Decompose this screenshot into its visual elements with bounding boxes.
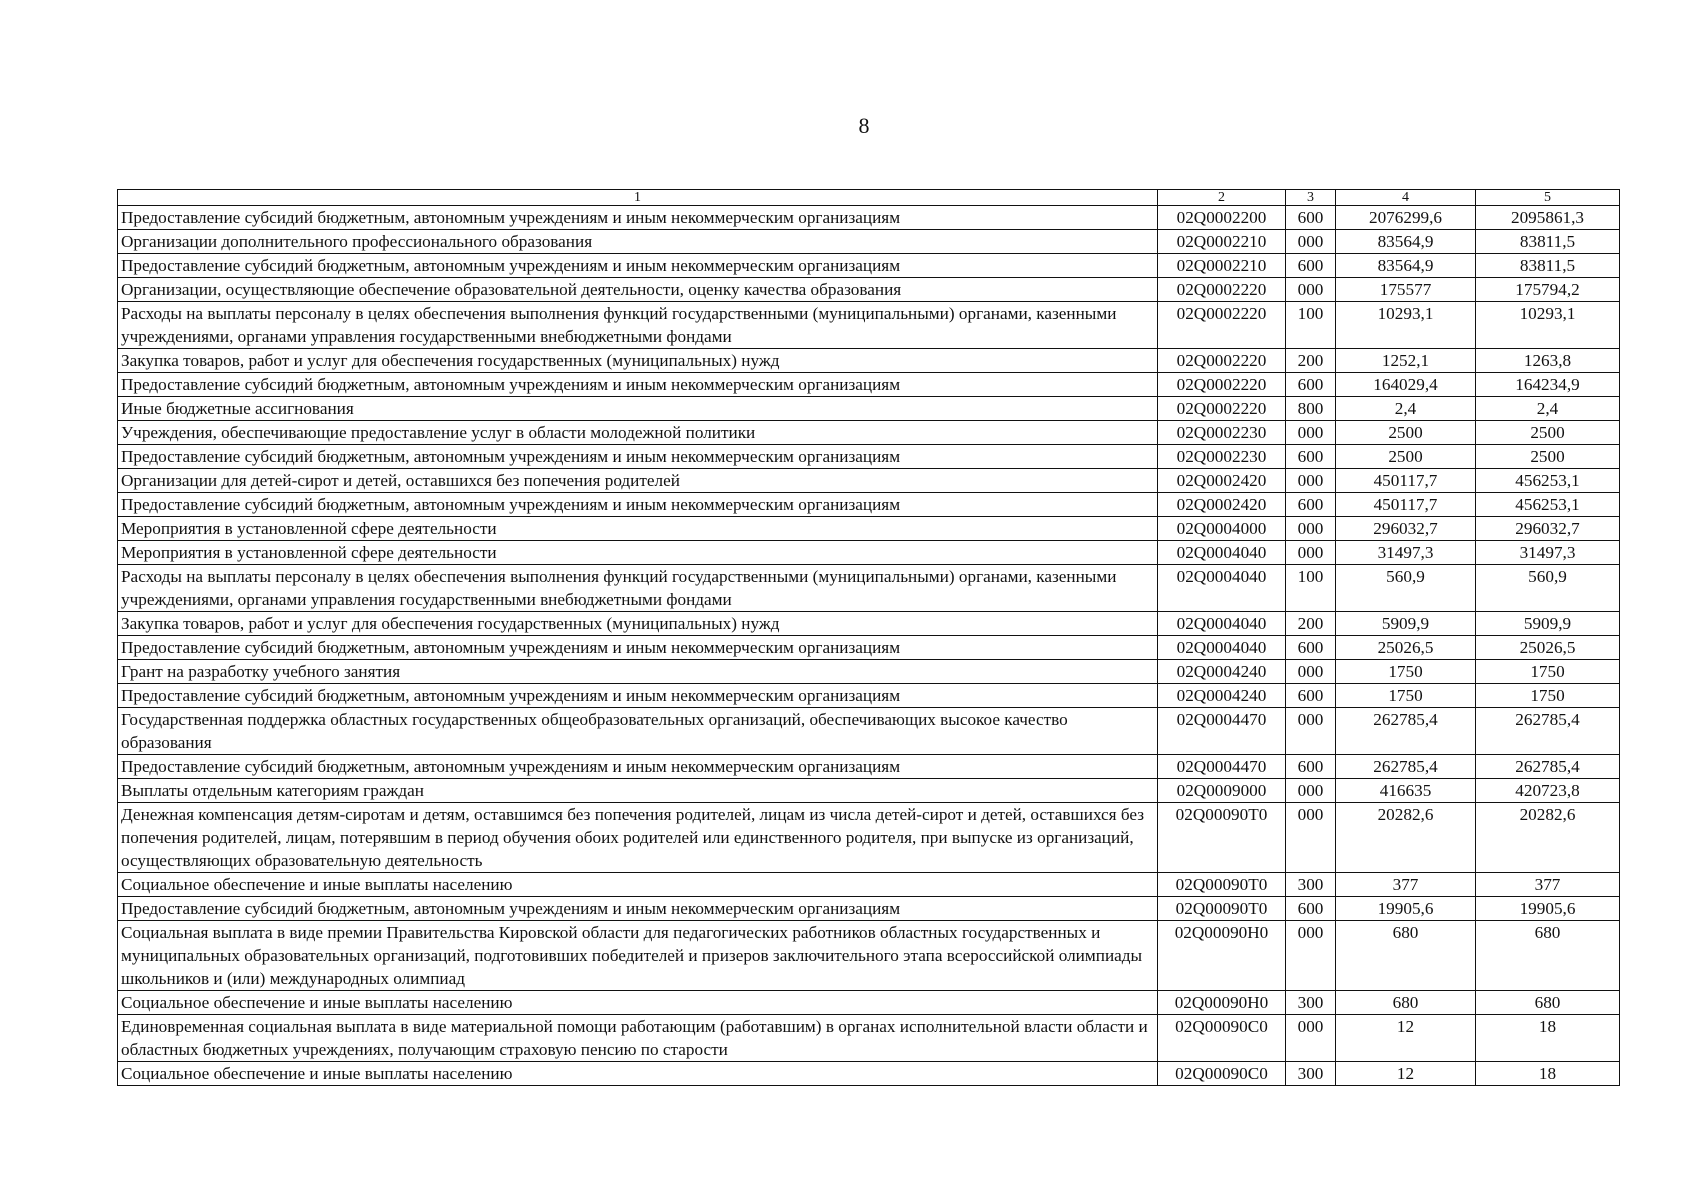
- row-expense-type: 600: [1286, 445, 1336, 469]
- row-description: Выплаты отдельным категориям граждан: [118, 779, 1158, 803]
- row-classification-code: 02Q0002210: [1158, 230, 1286, 254]
- row-amount-col4: 2500: [1336, 445, 1476, 469]
- row-expense-type: 300: [1286, 873, 1336, 897]
- row-expense-type: 000: [1286, 1015, 1336, 1062]
- row-expense-type: 000: [1286, 230, 1336, 254]
- row-amount-col5: 31497,3: [1476, 541, 1620, 565]
- row-expense-type: 600: [1286, 254, 1336, 278]
- page-number: 8: [858, 113, 870, 138]
- row-description: Расходы на выплаты персоналу в целях обеспечения выполнения функций государственными (муниципальными) органами, казенными учреждениями, органами управления государственными внебюджетными фондами: [118, 302, 1158, 349]
- table-row: [118, 397, 1620, 421]
- row-expense-type: 200: [1286, 349, 1336, 373]
- row-description: Социальное обеспечение и иные выплаты населению: [118, 873, 1158, 897]
- row-expense-type: 000: [1286, 779, 1336, 803]
- row-classification-code: 02Q0009000: [1158, 779, 1286, 803]
- row-description: Организации для детей-сирот и детей, оставшихся без попечения родителей: [118, 469, 1158, 493]
- row-description: Закупка товаров, работ и услуг для обеспечения государственных (муниципальных) нужд: [118, 612, 1158, 636]
- row-description: Предоставление субсидий бюджетным, автономным учреждениям и иным некоммерческим организациям: [118, 493, 1158, 517]
- row-expense-type: 000: [1286, 469, 1336, 493]
- row-classification-code: 02Q0004040: [1158, 636, 1286, 660]
- row-description: Предоставление субсидий бюджетным, автономным учреждениям и иным некоммерческим организациям: [118, 636, 1158, 660]
- row-description: Предоставление субсидий бюджетным, автономным учреждениям и иным некоммерческим организациям: [118, 206, 1158, 230]
- row-amount-col4: 5909,9: [1336, 612, 1476, 636]
- column-header: 5: [1476, 190, 1620, 206]
- row-description: Мероприятия в установленной сфере деятельности: [118, 541, 1158, 565]
- row-expense-type: 000: [1286, 660, 1336, 684]
- row-classification-code: 02Q0004000: [1158, 517, 1286, 541]
- table-row: [118, 469, 1620, 493]
- column-header: 1: [118, 190, 1158, 206]
- row-classification-code: 02Q0002420: [1158, 493, 1286, 517]
- column-header: 4: [1336, 190, 1476, 206]
- table-row: [118, 660, 1620, 684]
- row-classification-code: 02Q00090С0: [1158, 1015, 1286, 1062]
- row-amount-col5: 560,9: [1476, 565, 1620, 612]
- row-expense-type: 600: [1286, 636, 1336, 660]
- row-classification-code: 02Q0002220: [1158, 302, 1286, 349]
- row-amount-col4: 2500: [1336, 421, 1476, 445]
- table-row: [118, 373, 1620, 397]
- row-expense-type: 100: [1286, 565, 1336, 612]
- row-amount-col4: 175577: [1336, 278, 1476, 302]
- row-amount-col4: 377: [1336, 873, 1476, 897]
- row-expense-type: 600: [1286, 493, 1336, 517]
- table-row: [118, 991, 1620, 1015]
- row-classification-code: 02Q0004240: [1158, 684, 1286, 708]
- row-amount-col4: 1750: [1336, 684, 1476, 708]
- row-classification-code: 02Q0004040: [1158, 565, 1286, 612]
- row-classification-code: 02Q0002220: [1158, 373, 1286, 397]
- row-amount-col4: 680: [1336, 991, 1476, 1015]
- row-expense-type: 600: [1286, 684, 1336, 708]
- row-classification-code: 02Q0002210: [1158, 254, 1286, 278]
- row-amount-col5: 2500: [1476, 421, 1620, 445]
- row-amount-col5: 25026,5: [1476, 636, 1620, 660]
- table-row: [118, 1015, 1620, 1062]
- row-description: Расходы на выплаты персоналу в целях обеспечения выполнения функций государственными (муниципальными) органами, казенными учреждениями, органами управления государственными внебюджетными фондами: [118, 565, 1158, 612]
- row-amount-col4: 83564,9: [1336, 230, 1476, 254]
- row-amount-col5: 680: [1476, 991, 1620, 1015]
- row-expense-type: 200: [1286, 612, 1336, 636]
- row-expense-type: 000: [1286, 517, 1336, 541]
- table-row: [118, 493, 1620, 517]
- row-amount-col5: 262785,4: [1476, 708, 1620, 755]
- row-expense-type: 000: [1286, 708, 1336, 755]
- table-row: [118, 803, 1620, 873]
- row-amount-col4: 12: [1336, 1015, 1476, 1062]
- row-classification-code: 02Q00090С0: [1158, 1062, 1286, 1086]
- table-row: [118, 636, 1620, 660]
- row-classification-code: 02Q00090Н0: [1158, 991, 1286, 1015]
- table-row: [118, 421, 1620, 445]
- row-amount-col4: 2076299,6: [1336, 206, 1476, 230]
- table-row: [118, 517, 1620, 541]
- row-classification-code: 02Q0002220: [1158, 397, 1286, 421]
- budget-table: [117, 189, 1620, 1086]
- row-description: Организации, осуществляющие обеспечение образовательной деятельности, оценку качества образования: [118, 278, 1158, 302]
- row-classification-code: 02Q0002220: [1158, 349, 1286, 373]
- table-row: [118, 254, 1620, 278]
- row-description: Социальная выплата в виде премии Правительства Кировской области для педагогических работников областных государственных и муниципальных образовательных организаций, подготовивших победителей и призеров заключительного этапа всероссийской олимпиады школьников и (или) международных олимпиад: [118, 921, 1158, 991]
- row-amount-col4: 10293,1: [1336, 302, 1476, 349]
- row-description: Единовременная социальная выплата в виде материальной помощи работающим (работавшим) в органах исполнительной власти области и областных бюджетных учреждениях, получающим страховую пенсию по старости: [118, 1015, 1158, 1062]
- row-amount-col5: 2,4: [1476, 397, 1620, 421]
- row-classification-code: 02Q00090Т0: [1158, 897, 1286, 921]
- table-row: [118, 445, 1620, 469]
- row-amount-col4: 262785,4: [1336, 708, 1476, 755]
- row-amount-col4: 12: [1336, 1062, 1476, 1086]
- row-amount-col4: 1750: [1336, 660, 1476, 684]
- row-amount-col5: 1750: [1476, 684, 1620, 708]
- row-amount-col4: 450117,7: [1336, 469, 1476, 493]
- row-classification-code: 02Q00090Т0: [1158, 803, 1286, 873]
- row-classification-code: 02Q0002200: [1158, 206, 1286, 230]
- row-description: Предоставление субсидий бюджетным, автономным учреждениям и иным некоммерческим организациям: [118, 373, 1158, 397]
- row-amount-col5: 1750: [1476, 660, 1620, 684]
- row-amount-col4: 2,4: [1336, 397, 1476, 421]
- row-amount-col4: 450117,7: [1336, 493, 1476, 517]
- table-row: [118, 302, 1620, 349]
- row-amount-col5: 262785,4: [1476, 755, 1620, 779]
- row-expense-type: 600: [1286, 755, 1336, 779]
- row-description: Учреждения, обеспечивающие предоставление услуг в области молодежной политики: [118, 421, 1158, 445]
- row-amount-col5: 19905,6: [1476, 897, 1620, 921]
- column-header: 3: [1286, 190, 1336, 206]
- row-classification-code: 02Q0002230: [1158, 421, 1286, 445]
- row-expense-type: 600: [1286, 206, 1336, 230]
- row-amount-col5: 83811,5: [1476, 230, 1620, 254]
- row-description: Предоставление субсидий бюджетным, автономным учреждениям и иным некоммерческим организациям: [118, 254, 1158, 278]
- table-row: [118, 541, 1620, 565]
- row-classification-code: 02Q0004040: [1158, 541, 1286, 565]
- row-amount-col4: 296032,7: [1336, 517, 1476, 541]
- row-classification-code: 02Q0002230: [1158, 445, 1286, 469]
- row-amount-col5: 680: [1476, 921, 1620, 991]
- row-description: Денежная компенсация детям-сиротам и детям, оставшимся без попечения родителей, лицам из числа детей-сирот и детей, оставшихся без попечения родителей, лицам, потерявшим в период обучения обоих родителей или единственного родителя, при выпуске из организаций, осуществляющих образовательную деятельность: [118, 803, 1158, 873]
- row-amount-col4: 20282,6: [1336, 803, 1476, 873]
- row-amount-col5: 420723,8: [1476, 779, 1620, 803]
- table-row: [118, 873, 1620, 897]
- row-expense-type: 000: [1286, 541, 1336, 565]
- row-amount-col5: 20282,6: [1476, 803, 1620, 873]
- row-expense-type: 800: [1286, 397, 1336, 421]
- row-amount-col4: 416635: [1336, 779, 1476, 803]
- table-row: [118, 779, 1620, 803]
- row-classification-code: 02Q0002220: [1158, 278, 1286, 302]
- row-expense-type: 300: [1286, 1062, 1336, 1086]
- row-amount-col4: 19905,6: [1336, 897, 1476, 921]
- column-header: 2: [1158, 190, 1286, 206]
- row-description: Предоставление субсидий бюджетным, автономным учреждениям и иным некоммерческим организациям: [118, 684, 1158, 708]
- row-amount-col5: 18: [1476, 1015, 1620, 1062]
- table-row: [118, 278, 1620, 302]
- row-description: Мероприятия в установленной сфере деятельности: [118, 517, 1158, 541]
- row-expense-type: 600: [1286, 897, 1336, 921]
- row-description: Грант на разработку учебного занятия: [118, 660, 1158, 684]
- row-description: Социальное обеспечение и иные выплаты населению: [118, 991, 1158, 1015]
- row-description: Иные бюджетные ассигнования: [118, 397, 1158, 421]
- row-description: Государственная поддержка областных государственных общеобразовательных организаций, обеспечивающих высокое качество образования: [118, 708, 1158, 755]
- table-row: [118, 206, 1620, 230]
- table-row: [118, 612, 1620, 636]
- table-row: [118, 1062, 1620, 1086]
- row-amount-col4: 560,9: [1336, 565, 1476, 612]
- row-amount-col5: 2500: [1476, 445, 1620, 469]
- row-amount-col5: 456253,1: [1476, 469, 1620, 493]
- row-expense-type: 000: [1286, 421, 1336, 445]
- row-classification-code: 02Q0004240: [1158, 660, 1286, 684]
- row-classification-code: 02Q0002420: [1158, 469, 1286, 493]
- row-classification-code: 02Q0004040: [1158, 612, 1286, 636]
- table-row: [118, 230, 1620, 254]
- row-description: Предоставление субсидий бюджетным, автономным учреждениям и иным некоммерческим организациям: [118, 445, 1158, 469]
- table-row: [118, 684, 1620, 708]
- row-description: Закупка товаров, работ и услуг для обеспечения государственных (муниципальных) нужд: [118, 349, 1158, 373]
- row-amount-col5: 10293,1: [1476, 302, 1620, 349]
- row-amount-col5: 456253,1: [1476, 493, 1620, 517]
- row-description: Организации дополнительного профессионального образования: [118, 230, 1158, 254]
- row-classification-code: 02Q00090Н0: [1158, 921, 1286, 991]
- row-description: Предоставление субсидий бюджетным, автономным учреждениям и иным некоммерческим организациям: [118, 897, 1158, 921]
- row-expense-type: 000: [1286, 278, 1336, 302]
- column-number-row: [118, 190, 1620, 206]
- row-amount-col4: 262785,4: [1336, 755, 1476, 779]
- row-expense-type: 000: [1286, 921, 1336, 991]
- table-row: [118, 708, 1620, 755]
- table-row: [118, 897, 1620, 921]
- row-amount-col4: 83564,9: [1336, 254, 1476, 278]
- table-row: [118, 565, 1620, 612]
- row-amount-col5: 5909,9: [1476, 612, 1620, 636]
- row-description: Социальное обеспечение и иные выплаты населению: [118, 1062, 1158, 1086]
- row-amount-col5: 18: [1476, 1062, 1620, 1086]
- row-amount-col4: 164029,4: [1336, 373, 1476, 397]
- row-amount-col5: 377: [1476, 873, 1620, 897]
- row-expense-type: 600: [1286, 373, 1336, 397]
- row-description: Предоставление субсидий бюджетным, автономным учреждениям и иным некоммерческим организациям: [118, 755, 1158, 779]
- row-amount-col5: 175794,2: [1476, 278, 1620, 302]
- row-amount-col5: 2095861,3: [1476, 206, 1620, 230]
- table-row: [118, 349, 1620, 373]
- row-amount-col5: 296032,7: [1476, 517, 1620, 541]
- row-amount-col5: 164234,9: [1476, 373, 1620, 397]
- row-amount-col4: 25026,5: [1336, 636, 1476, 660]
- row-amount-col5: 1263,8: [1476, 349, 1620, 373]
- row-amount-col4: 31497,3: [1336, 541, 1476, 565]
- row-expense-type: 100: [1286, 302, 1336, 349]
- row-classification-code: 02Q00090Т0: [1158, 873, 1286, 897]
- row-expense-type: 300: [1286, 991, 1336, 1015]
- table-row: [118, 921, 1620, 991]
- row-amount-col5: 83811,5: [1476, 254, 1620, 278]
- row-classification-code: 02Q0004470: [1158, 708, 1286, 755]
- row-amount-col4: 1252,1: [1336, 349, 1476, 373]
- row-expense-type: 000: [1286, 803, 1336, 873]
- row-classification-code: 02Q0004470: [1158, 755, 1286, 779]
- table-row: [118, 755, 1620, 779]
- row-amount-col4: 680: [1336, 921, 1476, 991]
